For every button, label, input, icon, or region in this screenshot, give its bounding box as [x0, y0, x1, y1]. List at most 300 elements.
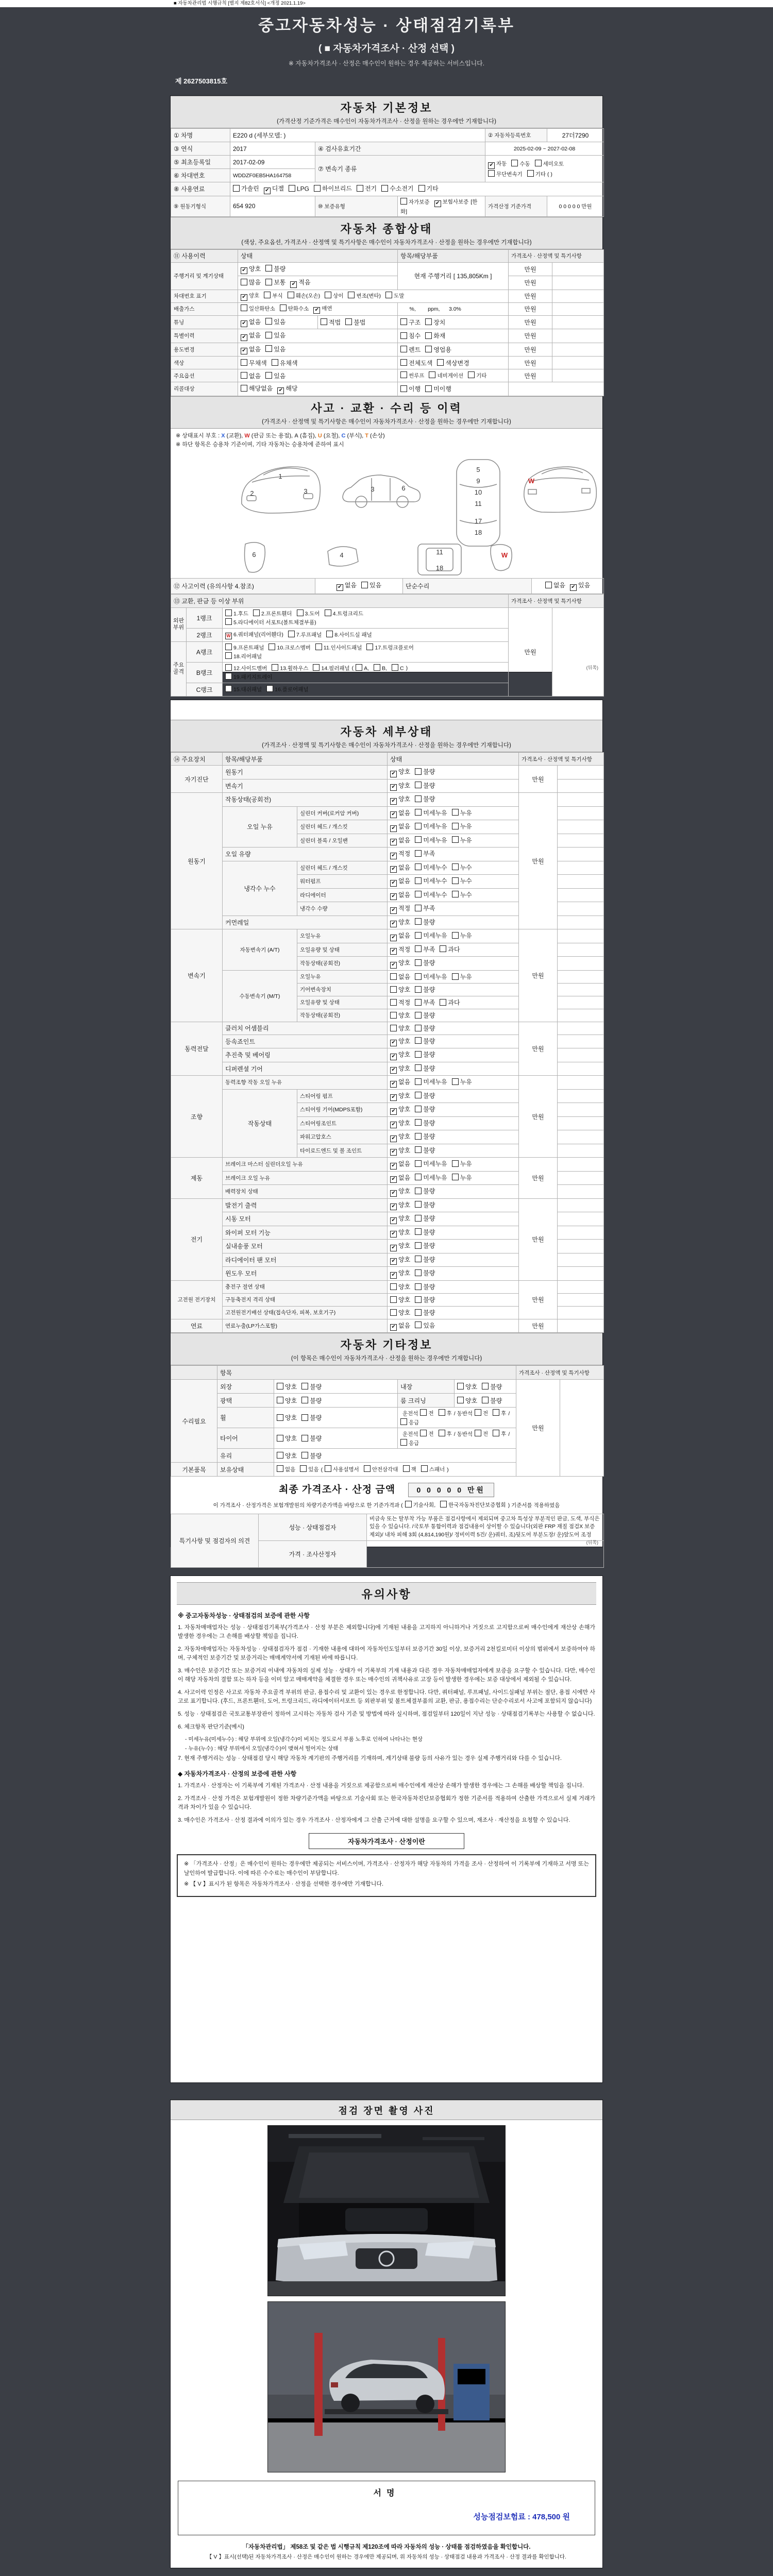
checkbox[interactable]: ✔: [264, 188, 271, 194]
checkbox[interactable]: [325, 292, 331, 298]
checkbox[interactable]: ✔: [241, 320, 247, 327]
checkbox[interactable]: [268, 643, 275, 650]
diagram-label: 17: [474, 517, 482, 525]
checkbox-option: [390, 836, 410, 846]
checkbox[interactable]: [345, 318, 352, 325]
checkbox[interactable]: ✔: [390, 935, 397, 941]
checkbox-option: [356, 664, 369, 672]
checkbox[interactable]: [415, 999, 422, 1006]
checkbox[interactable]: [415, 836, 422, 843]
checkbox-option: [418, 184, 439, 193]
checkbox[interactable]: ✔: [241, 334, 247, 341]
checkbox[interactable]: [482, 1383, 489, 1389]
checkbox[interactable]: [392, 664, 398, 671]
checkbox[interactable]: [277, 1435, 283, 1442]
checkbox[interactable]: ✔: [390, 853, 397, 859]
checkbox[interactable]: [225, 618, 232, 625]
checkbox[interactable]: [437, 359, 444, 366]
form-page-4: [170, 2099, 603, 2568]
checkbox[interactable]: [390, 1296, 397, 1303]
checkbox[interactable]: ✔: [390, 1040, 397, 1046]
price-cell: 만원: [519, 1319, 558, 1333]
checkbox[interactable]: ✔: [390, 880, 397, 887]
checkbox[interactable]: [452, 836, 459, 843]
option-label: 과다: [448, 945, 460, 953]
checkbox[interactable]: [415, 1215, 422, 1222]
checkbox[interactable]: [415, 1201, 422, 1208]
checkbox[interactable]: [390, 986, 397, 993]
checkbox-option: [400, 331, 421, 340]
checkbox[interactable]: [415, 782, 422, 788]
checkbox[interactable]: [415, 891, 422, 897]
checkbox[interactable]: [475, 1409, 481, 1416]
checkbox[interactable]: [535, 160, 542, 166]
inline-text: /: [508, 1431, 510, 1437]
checkbox[interactable]: [266, 685, 273, 692]
row-label: 수동변속기 (M/T): [223, 970, 297, 1022]
page-footer: [171, 2543, 602, 2561]
checkbox[interactable]: [415, 1228, 422, 1235]
checkbox[interactable]: [277, 1397, 283, 1403]
checkbox[interactable]: [400, 1418, 407, 1425]
checkbox-option: [392, 664, 404, 672]
checkbox[interactable]: [425, 385, 432, 392]
option-label: 부식: [272, 293, 283, 299]
checkbox[interactable]: ✔: [390, 1163, 397, 1170]
row-label: 등속죠인트: [223, 1035, 388, 1048]
legend-segment: U: [317, 432, 322, 439]
row-label: 실린더 헤드 / 개스킷: [297, 861, 388, 875]
checkbox[interactable]: [400, 385, 407, 392]
checkbox[interactable]: [357, 185, 363, 192]
checkbox[interactable]: [288, 631, 295, 637]
checkbox[interactable]: ✔: [390, 1081, 397, 1088]
checkbox[interactable]: [439, 1430, 445, 1436]
checkbox[interactable]: ✔: [390, 1217, 397, 1224]
row-label: 냉각수 수량: [297, 902, 388, 916]
checkbox[interactable]: ✔: [434, 200, 441, 207]
checkbox[interactable]: [457, 1383, 464, 1389]
checkbox[interactable]: [415, 918, 422, 925]
checkbox[interactable]: [390, 1025, 397, 1031]
checkbox-option: [415, 1255, 435, 1264]
checkbox[interactable]: [415, 1321, 422, 1328]
checkbox-option: [545, 581, 565, 589]
checkbox[interactable]: [415, 1146, 422, 1153]
checkbox[interactable]: [265, 345, 272, 352]
checkbox[interactable]: [325, 609, 331, 616]
checkbox[interactable]: [233, 185, 240, 192]
checkbox[interactable]: [253, 609, 260, 616]
checkbox[interactable]: ✔: [390, 1094, 397, 1101]
checkbox[interactable]: ✔: [390, 866, 397, 873]
checkbox[interactable]: [415, 905, 422, 911]
checkbox-option: [301, 1413, 322, 1422]
diagram-label: 1: [278, 472, 282, 480]
checkbox[interactable]: [415, 1119, 422, 1126]
checkbox[interactable]: ✔: [390, 798, 397, 805]
checkbox[interactable]: ✔: [390, 784, 397, 791]
checkbox[interactable]: [289, 185, 295, 192]
option-label: 변조(변타): [356, 293, 381, 299]
checkbox-option: [225, 618, 316, 626]
checkbox[interactable]: [348, 292, 355, 298]
checkbox[interactable]: ✔: [390, 921, 397, 927]
checkbox[interactable]: [452, 863, 459, 870]
checkbox[interactable]: ✔: [390, 1245, 397, 1251]
section-etc-info: [171, 1333, 602, 1365]
checkbox[interactable]: [301, 1397, 308, 1403]
checkbox[interactable]: ✔: [241, 294, 247, 301]
checkbox[interactable]: [415, 932, 422, 939]
photos-title: 점검 장면 촬영 사진: [338, 2106, 435, 2116]
checkbox[interactable]: ✔: [241, 267, 247, 274]
checkbox-option: [313, 664, 349, 672]
checkbox[interactable]: [415, 1242, 422, 1249]
checkbox[interactable]: [545, 582, 552, 588]
checkbox[interactable]: [475, 1430, 481, 1436]
checkbox-option: [420, 1430, 433, 1438]
row-label: C랭크: [187, 683, 223, 696]
checkbox-option: [415, 836, 447, 844]
checkbox[interactable]: [488, 170, 495, 177]
checkbox[interactable]: [325, 1465, 331, 1472]
checkbox[interactable]: [421, 1465, 428, 1472]
checkbox[interactable]: [277, 1465, 283, 1472]
option-label: 미세누유: [423, 823, 447, 830]
checkbox[interactable]: [265, 265, 272, 272]
checkbox[interactable]: [225, 643, 232, 650]
checkbox[interactable]: [415, 945, 422, 952]
legend-segment: (부식),: [345, 432, 365, 439]
checkbox[interactable]: ✔: [390, 1067, 397, 1074]
option-label: 16.플로어패널: [275, 686, 309, 693]
option-label: 불량: [423, 918, 435, 926]
checkbox[interactable]: [452, 1078, 459, 1085]
checkbox[interactable]: ✔: [390, 893, 397, 900]
checkbox[interactable]: [400, 1439, 407, 1446]
option-label: 네비게이션: [437, 372, 464, 379]
checkbox[interactable]: [277, 1452, 283, 1459]
checkbox-option: [415, 904, 435, 912]
checkbox[interactable]: [420, 1409, 427, 1416]
checkbox[interactable]: [415, 877, 422, 884]
checkbox[interactable]: ✔: [390, 811, 397, 818]
row-label: 자기진단: [171, 766, 223, 793]
checkbox[interactable]: [400, 318, 407, 325]
checkbox[interactable]: [225, 652, 232, 659]
checkbox[interactable]: [415, 1296, 422, 1303]
checkbox[interactable]: [297, 609, 304, 616]
option-label: 5.라디에이터 서포트(볼트체결부품): [233, 619, 316, 626]
checkbox[interactable]: [425, 332, 432, 339]
checkbox[interactable]: [415, 1051, 422, 1058]
checkbox[interactable]: ✔: [390, 1176, 397, 1183]
checkbox[interactable]: [420, 1430, 427, 1436]
empty-cell: [558, 1267, 604, 1281]
option-label: 없음: [398, 877, 411, 885]
option-label: 양호: [398, 1228, 411, 1236]
checkbox[interactable]: [511, 160, 518, 166]
checkbox[interactable]: ✔: [390, 1108, 397, 1115]
options-cell: [238, 382, 398, 396]
checkbox[interactable]: [400, 371, 407, 378]
checkbox[interactable]: [400, 332, 407, 339]
options-cell: [388, 793, 519, 807]
car-rear-view: [524, 467, 597, 512]
checkbox[interactable]: [385, 292, 392, 298]
checkbox[interactable]: [366, 643, 373, 650]
checkbox[interactable]: [429, 371, 435, 378]
checkbox-option: [225, 664, 267, 672]
checkbox[interactable]: [452, 877, 459, 884]
checkbox[interactable]: [415, 1064, 422, 1071]
checkbox[interactable]: ✔: [390, 1324, 397, 1331]
checkbox[interactable]: [415, 850, 422, 857]
checkbox[interactable]: [390, 999, 397, 1006]
checkbox[interactable]: [415, 986, 422, 993]
checkbox[interactable]: [418, 185, 425, 192]
checkbox[interactable]: ✔: [390, 1272, 397, 1279]
checkbox[interactable]: ✔: [390, 839, 397, 845]
checkbox[interactable]: [321, 318, 327, 325]
checkbox[interactable]: [452, 973, 459, 980]
checkbox[interactable]: [452, 809, 459, 816]
checkbox-option: [277, 384, 297, 394]
checkbox[interactable]: [390, 1283, 397, 1290]
checkbox[interactable]: [415, 1174, 422, 1180]
checkbox[interactable]: [415, 1133, 422, 1140]
checkbox[interactable]: [415, 1012, 422, 1019]
checkbox-option: [390, 1282, 410, 1291]
checkbox[interactable]: ✔: [313, 307, 320, 314]
checkbox-option: [277, 1396, 297, 1405]
checkbox-option: [241, 331, 261, 341]
checkbox-option: [425, 331, 445, 340]
inline-text: / 동반석: [453, 1410, 473, 1417]
checkbox[interactable]: [272, 664, 278, 671]
option-label: 14.필러패널: [321, 665, 350, 672]
checkbox[interactable]: [301, 1383, 308, 1389]
checkbox[interactable]: [264, 292, 271, 298]
checkbox[interactable]: [400, 346, 407, 352]
checkbox[interactable]: [390, 973, 397, 980]
checkbox[interactable]: [405, 1501, 412, 1507]
checkbox[interactable]: [452, 932, 459, 939]
option-label: 11.인사이드패널: [323, 645, 362, 651]
checkbox[interactable]: [326, 631, 333, 637]
checkbox[interactable]: [403, 1465, 410, 1472]
legend-segment: (교환),: [225, 432, 245, 439]
checkbox[interactable]: [415, 1106, 422, 1112]
option-label: 있음: [274, 372, 286, 380]
checkbox[interactable]: [415, 823, 422, 829]
checkbox[interactable]: ✔: [390, 771, 397, 777]
checkbox[interactable]: ✔: [488, 162, 495, 169]
checkbox[interactable]: [415, 1037, 422, 1044]
checkbox[interactable]: [241, 372, 247, 379]
checkbox[interactable]: [415, 1269, 422, 1276]
checkbox[interactable]: [452, 1160, 459, 1167]
checkbox-option: [390, 1105, 410, 1115]
checkbox-option: [289, 185, 309, 193]
checkbox[interactable]: [361, 582, 368, 588]
checkbox[interactable]: ✔: [390, 1054, 397, 1060]
checkbox-option: [390, 958, 410, 969]
row-label: ⑥ 차대번호: [171, 169, 230, 182]
checkbox[interactable]: ✔: [390, 907, 397, 914]
checkbox-option: [264, 184, 284, 194]
checkbox[interactable]: [315, 643, 322, 650]
checkbox[interactable]: [390, 1309, 397, 1316]
options-cell: [398, 357, 509, 369]
checkbox[interactable]: [415, 1078, 422, 1085]
checkbox[interactable]: [468, 371, 475, 378]
option-label: 있음: [423, 1321, 435, 1329]
checkbox-option: [390, 1118, 410, 1129]
checkbox[interactable]: [425, 346, 432, 352]
checkbox[interactable]: ✔: [390, 1136, 397, 1142]
checkbox[interactable]: [527, 170, 534, 177]
checkbox[interactable]: [415, 1025, 422, 1031]
checkbox[interactable]: [301, 1435, 308, 1442]
checkbox[interactable]: [415, 973, 422, 980]
checkbox[interactable]: [241, 279, 247, 285]
checkbox[interactable]: ✔: [337, 584, 343, 591]
checkbox[interactable]: [415, 768, 422, 775]
checkbox[interactable]: [225, 685, 232, 692]
checkbox[interactable]: ✔: [570, 584, 577, 591]
checkbox[interactable]: ✔: [241, 348, 247, 354]
checkbox[interactable]: [493, 1430, 499, 1436]
checkbox[interactable]: [241, 359, 247, 366]
checkbox[interactable]: [415, 1188, 422, 1194]
legend-segment: W: [244, 432, 250, 439]
checkbox[interactable]: [439, 1409, 445, 1416]
checkbox[interactable]: [241, 304, 247, 311]
row-label: 변속기: [171, 929, 223, 1022]
checkbox[interactable]: [280, 304, 287, 311]
checkbox[interactable]: [415, 1283, 422, 1290]
checkbox-option: [415, 794, 435, 803]
checkbox[interactable]: ✔: [277, 387, 284, 394]
checkbox[interactable]: [452, 1174, 459, 1180]
checkbox[interactable]: [440, 999, 446, 1006]
checkbox[interactable]: [415, 863, 422, 870]
checkbox[interactable]: [381, 185, 388, 192]
checkbox-option: [415, 1187, 435, 1195]
checkbox[interactable]: [225, 673, 232, 680]
checkbox[interactable]: [364, 1465, 371, 1472]
checkbox-option: [265, 371, 285, 380]
price-survey-box-title: 자동차가격조사 · 산정이란: [309, 1833, 464, 1849]
checkbox[interactable]: [415, 959, 422, 966]
option-label: 6.쿼터패널(리어휀다): [233, 632, 283, 638]
checkbox[interactable]: [440, 1501, 447, 1507]
checkbox[interactable]: [300, 1465, 307, 1472]
checkbox-option: [415, 890, 447, 899]
checkbox-option: [241, 304, 275, 313]
checkbox-option: [314, 184, 352, 193]
row-label: 작동상태(공회전): [297, 957, 388, 971]
checkbox[interactable]: [415, 1309, 422, 1316]
checkbox[interactable]: [482, 1397, 489, 1403]
checkbox[interactable]: [288, 292, 294, 298]
checkbox[interactable]: [425, 318, 432, 325]
checkbox[interactable]: [272, 359, 278, 366]
damage-mark-box[interactable]: W: [225, 633, 232, 639]
checkbox[interactable]: [415, 795, 422, 802]
checkbox-option: [225, 609, 248, 618]
option-label: 불량: [423, 1296, 435, 1303]
checkbox[interactable]: ✔: [390, 825, 397, 832]
checkbox[interactable]: [415, 1092, 422, 1098]
checkbox[interactable]: [493, 1409, 499, 1416]
checkbox[interactable]: [265, 372, 272, 379]
checkbox[interactable]: ✔: [390, 1204, 397, 1210]
options-cell: [388, 902, 519, 916]
row-label: 실린더 헤드 / 개스킷: [297, 820, 388, 834]
option-label: 썬루프: [409, 372, 425, 379]
checkbox[interactable]: [415, 1256, 422, 1262]
checkbox[interactable]: [277, 1414, 283, 1421]
checkbox[interactable]: [241, 385, 247, 392]
checkbox[interactable]: [301, 1452, 308, 1459]
checkbox[interactable]: [374, 664, 380, 671]
checkbox[interactable]: [415, 1160, 422, 1167]
checkbox[interactable]: [265, 332, 272, 338]
option-label: 후: [501, 1431, 507, 1437]
checkbox[interactable]: [415, 809, 422, 816]
option-label: 양호: [398, 768, 411, 775]
checkbox[interactable]: ✔: [390, 962, 397, 969]
checkbox[interactable]: [277, 1383, 283, 1389]
diagram-label: W: [501, 551, 508, 559]
checkbox[interactable]: [440, 945, 446, 952]
checkbox[interactable]: ✔: [390, 1258, 397, 1265]
checkbox[interactable]: [400, 198, 407, 205]
checkbox-option: [468, 371, 486, 380]
checkbox[interactable]: [356, 664, 362, 671]
document-title: 중고자동차성능 · 상태점검기록부: [258, 16, 515, 35]
checkbox[interactable]: ✔: [390, 1231, 397, 1238]
checkbox[interactable]: [225, 609, 232, 616]
checkbox[interactable]: [452, 891, 459, 897]
checkbox[interactable]: ✔: [390, 1149, 397, 1156]
checkbox[interactable]: [457, 1397, 464, 1403]
checkbox[interactable]: ✔: [390, 1122, 397, 1128]
checkbox[interactable]: [301, 1414, 308, 1421]
row-label: 외판부위: [171, 607, 187, 641]
checkbox-option: [415, 972, 447, 981]
checkbox[interactable]: [452, 823, 459, 829]
checkbox[interactable]: [225, 664, 232, 671]
checkbox-option: [415, 1077, 447, 1086]
column-header: [171, 1366, 217, 1380]
checkbox[interactable]: [400, 359, 407, 366]
checkbox-option: [297, 609, 320, 618]
checkbox[interactable]: ✔: [390, 1190, 397, 1197]
checkbox[interactable]: ✔: [290, 281, 297, 288]
checkbox[interactable]: ✔: [390, 948, 397, 955]
checkbox[interactable]: [265, 279, 272, 285]
checkbox-option: [233, 184, 259, 193]
checkbox[interactable]: [313, 664, 320, 671]
checkbox-option: [266, 685, 308, 693]
checkbox[interactable]: [265, 318, 272, 325]
checkbox[interactable]: [314, 185, 321, 192]
checkbox[interactable]: [390, 1012, 397, 1019]
